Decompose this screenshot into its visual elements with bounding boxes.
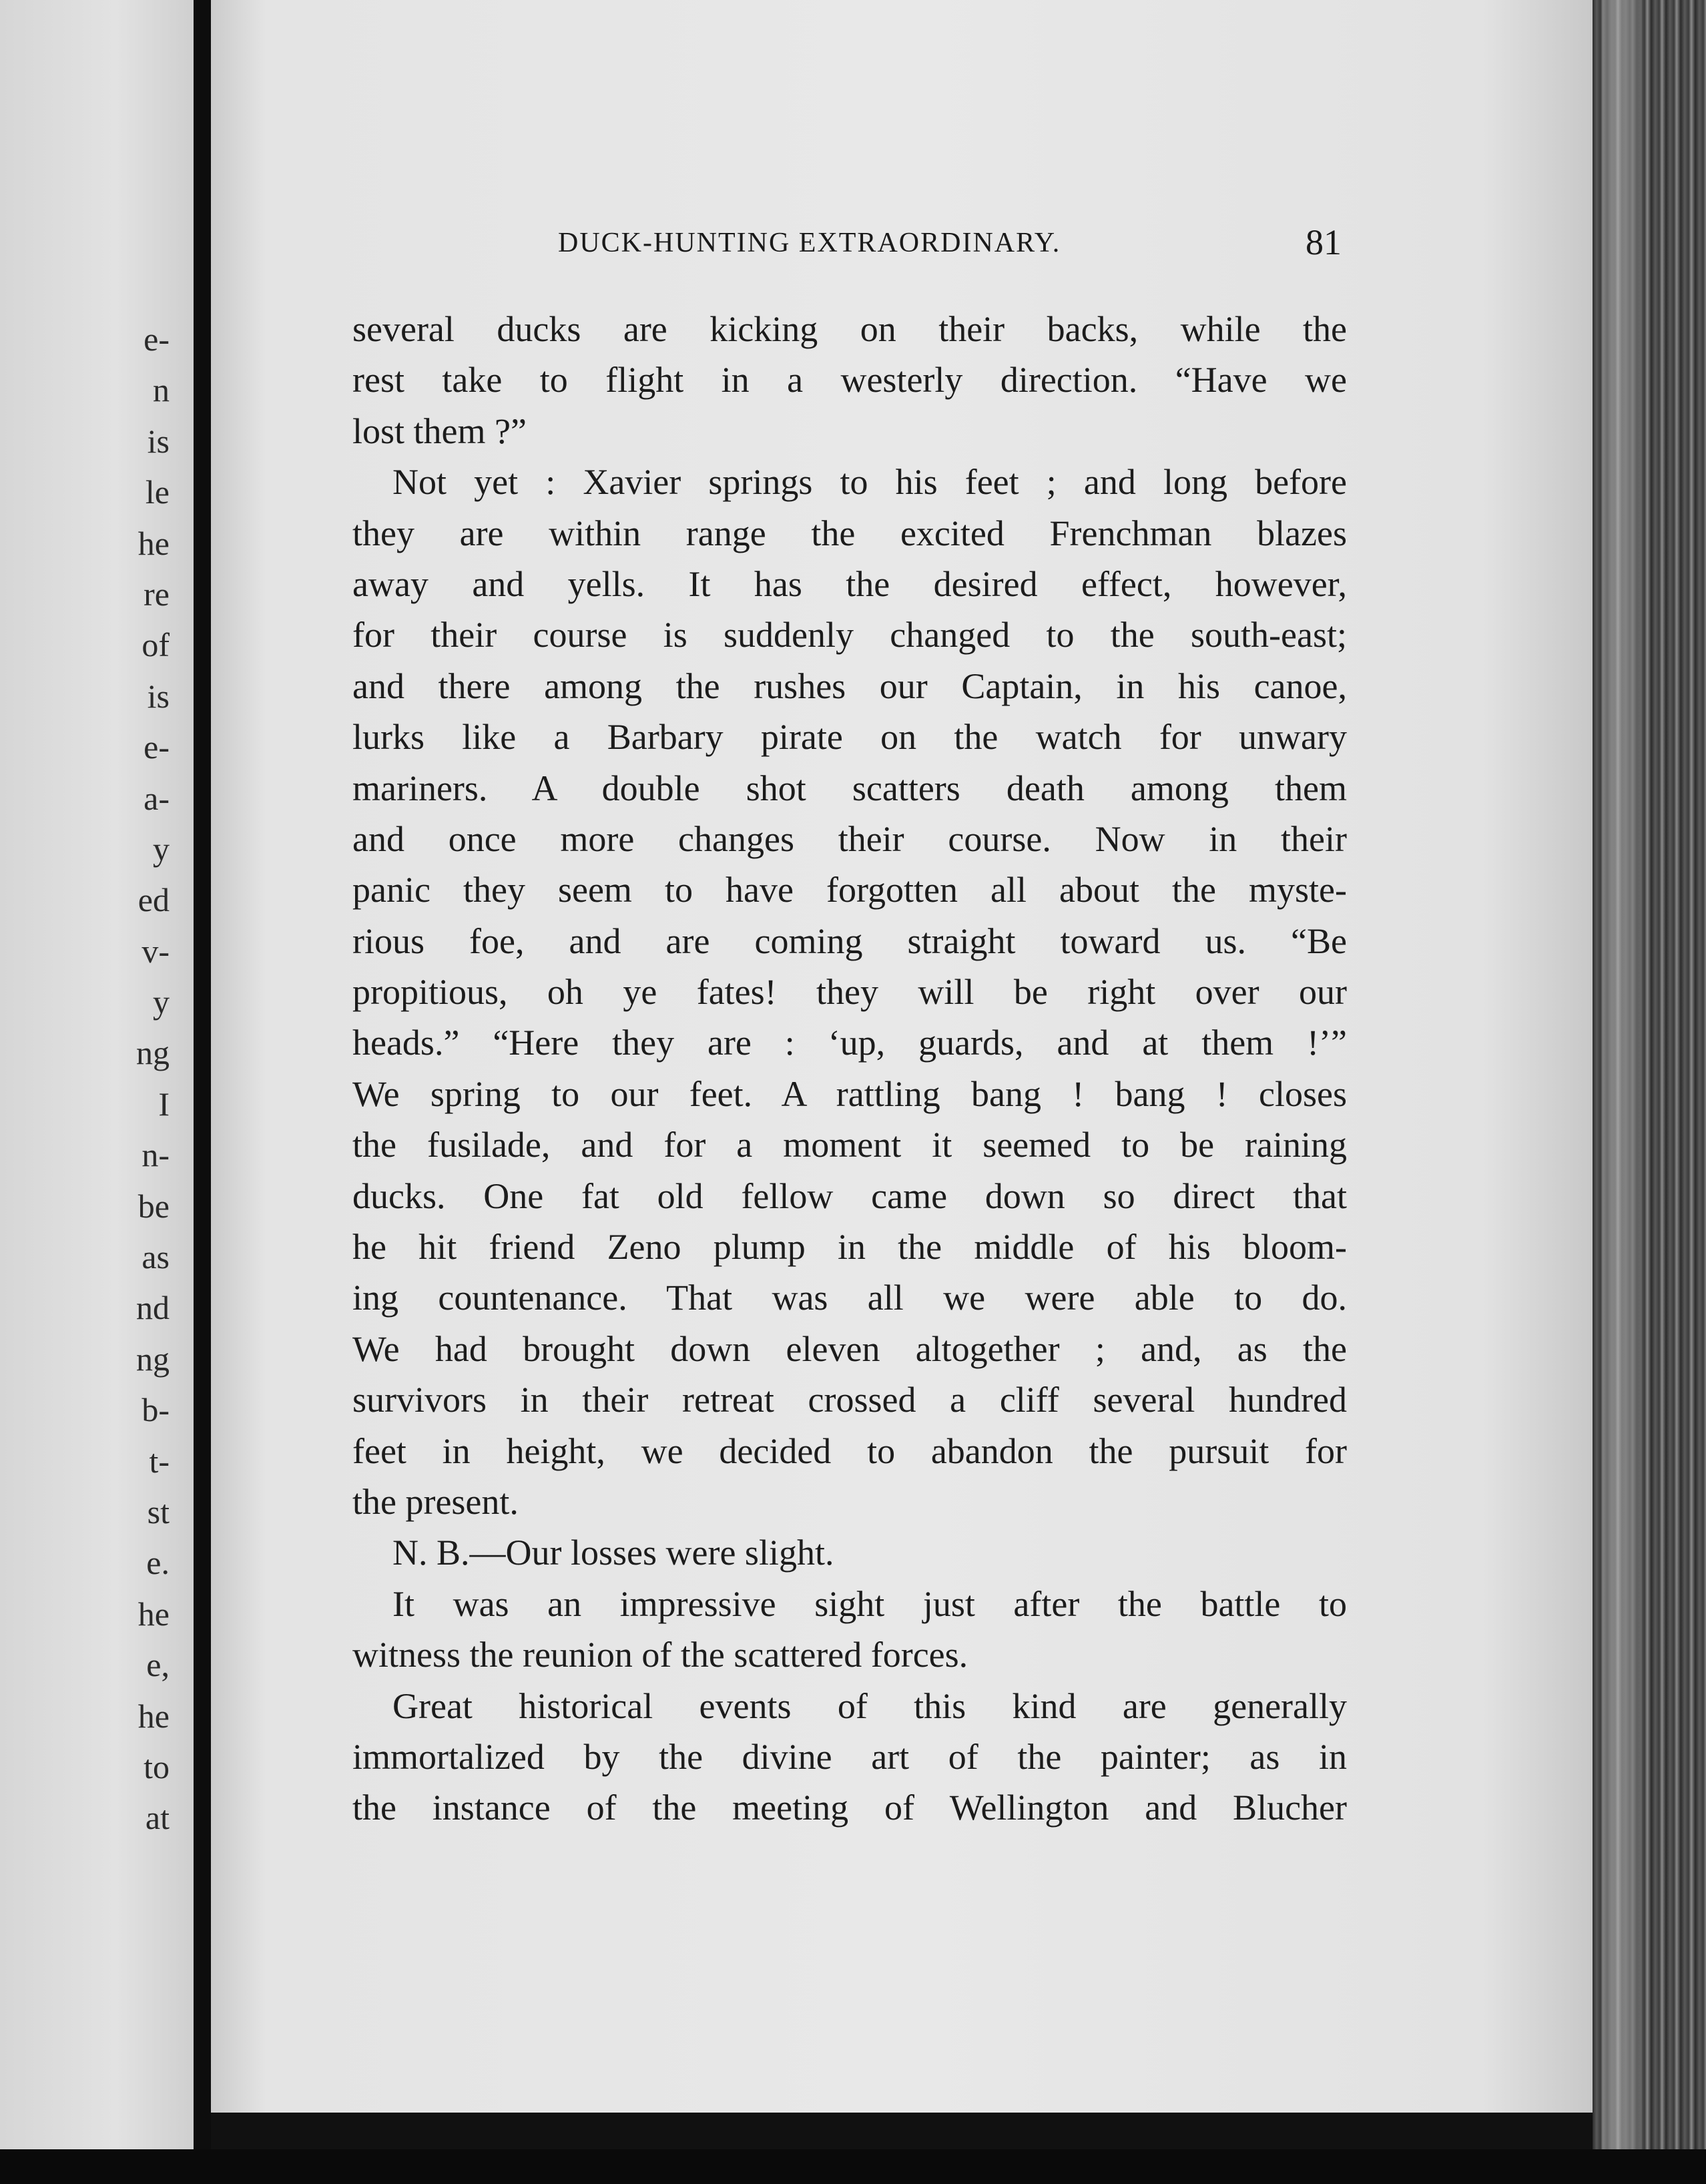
text-line: he hit friend Zeno plump in the middle of his bloom- — [352, 1227, 1347, 1268]
bottom-dark-strip — [0, 2149, 1706, 2184]
text-line: feet in height, we decided to abandon the pursuit for — [352, 1430, 1347, 1471]
running-head: DUCK-HUNTING EXTRAORDINARY. — [558, 228, 1061, 258]
left-page-fragment: re — [144, 575, 170, 613]
left-facing-page — [0, 0, 194, 2149]
body-text — [352, 304, 1347, 1834]
text-line: It was an impressive sight just after the battle to — [392, 1583, 1347, 1624]
left-page-fragment: n- — [141, 1136, 170, 1174]
left-page-fragment: I — [158, 1085, 170, 1123]
left-page-fragment: nd — [136, 1289, 170, 1327]
text-line: N. B.—Our losses were slight. — [392, 1533, 834, 1573]
text-line: and once more changes their course. Now in their — [352, 818, 1347, 859]
left-page-fragment: is — [147, 422, 170, 460]
left-page-fragment: y — [153, 830, 170, 868]
left-page-fragment: e, — [146, 1646, 170, 1684]
left-page-fragment: e- — [144, 728, 170, 766]
text-line: ducks. One fat old fellow came down so direct that — [352, 1175, 1347, 1216]
text-line: panic they seem to have forgotten all about the myste- — [352, 870, 1347, 910]
text-line: ing countenance. That was all we were able to do. — [352, 1278, 1347, 1318]
text-line: We had brought down eleven altogether ; and, as the — [352, 1328, 1347, 1369]
text-line: We spring to our feet. A rattling bang ! bang ! closes — [352, 1073, 1347, 1114]
text-line: witness the reunion of the scattered forces. — [352, 1635, 968, 1675]
text-line: for their course is suddenly changed to the south-east; — [352, 615, 1347, 655]
text-line: lost them ?” — [352, 411, 527, 451]
text-line: heads.” “Here they are : ‘up, guards, and at them !’” — [352, 1023, 1347, 1063]
left-page-fragment: y — [153, 983, 170, 1021]
text-line: immortalized by the divine art of the painter; as in — [352, 1736, 1347, 1777]
text-line: Great historical events of this kind are generally — [392, 1685, 1347, 1726]
text-line: the present. — [352, 1481, 519, 1522]
page-edges-highlight — [1602, 0, 1642, 2184]
left-page-fragment: a- — [144, 779, 170, 817]
left-page-fragment: n — [153, 371, 170, 409]
left-page-fragment: st — [147, 1492, 170, 1531]
left-page-fragment: at — [145, 1799, 170, 1837]
left-page-fragment: to — [144, 1747, 170, 1786]
text-line: several ducks are kicking on their backs, while the — [352, 309, 1347, 349]
left-page-fragment: e. — [146, 1544, 170, 1582]
page-bottom-shadow — [211, 2113, 1593, 2149]
left-page-fragment: as — [141, 1238, 170, 1276]
text-line: and there among the rushes our Captain, in his canoe, — [352, 665, 1347, 706]
left-page-fragment: he — [137, 524, 170, 562]
left-page-fragment: le — [145, 473, 170, 511]
text-line: they are within range the excited Frenchman blazes — [352, 513, 1347, 553]
text-line: rest take to flight in a westerly direction. “Have we — [352, 360, 1347, 400]
left-page-text-fragments — [136, 314, 170, 1844]
book-gutter — [194, 0, 211, 2149]
text-line: mariners. A double shot scatters death among them — [352, 768, 1347, 808]
text-line: survivors in their retreat crossed a cliff several hundred — [352, 1380, 1347, 1420]
left-page-fragment: e- — [144, 320, 170, 358]
left-page-fragment: of — [141, 626, 170, 664]
text-line: the fusilade, and for a moment it seemed to be raining — [352, 1125, 1347, 1165]
left-page-fragment: ng — [136, 1034, 170, 1072]
text-line: rious foe, and are coming straight toward us. “Be — [352, 920, 1347, 961]
text-line: Not yet : Xavier springs to his feet ; and long before — [392, 462, 1347, 503]
left-page-fragment: v- — [141, 932, 170, 970]
left-page-fragment: be — [137, 1187, 170, 1225]
left-page-fragment: ed — [137, 881, 170, 919]
text-line: the instance of the meeting of Wellington and Blucher — [352, 1788, 1347, 1828]
left-page-fragment: b- — [141, 1391, 170, 1429]
left-page-fragment: he — [137, 1697, 170, 1735]
text-line: propitious, oh ye fates! they will be right over our — [352, 972, 1347, 1013]
page-number: 81 — [1306, 222, 1342, 262]
left-page-fragment: is — [147, 677, 170, 715]
text-line: away and yells. It has the desired effect, however, — [352, 563, 1347, 604]
text-line: lurks like a Barbary pirate on the watch for unwary — [352, 717, 1347, 758]
left-page-fragment: t- — [149, 1442, 170, 1480]
left-page-fragment: he — [137, 1595, 170, 1633]
left-page-fragment: ng — [136, 1340, 170, 1378]
